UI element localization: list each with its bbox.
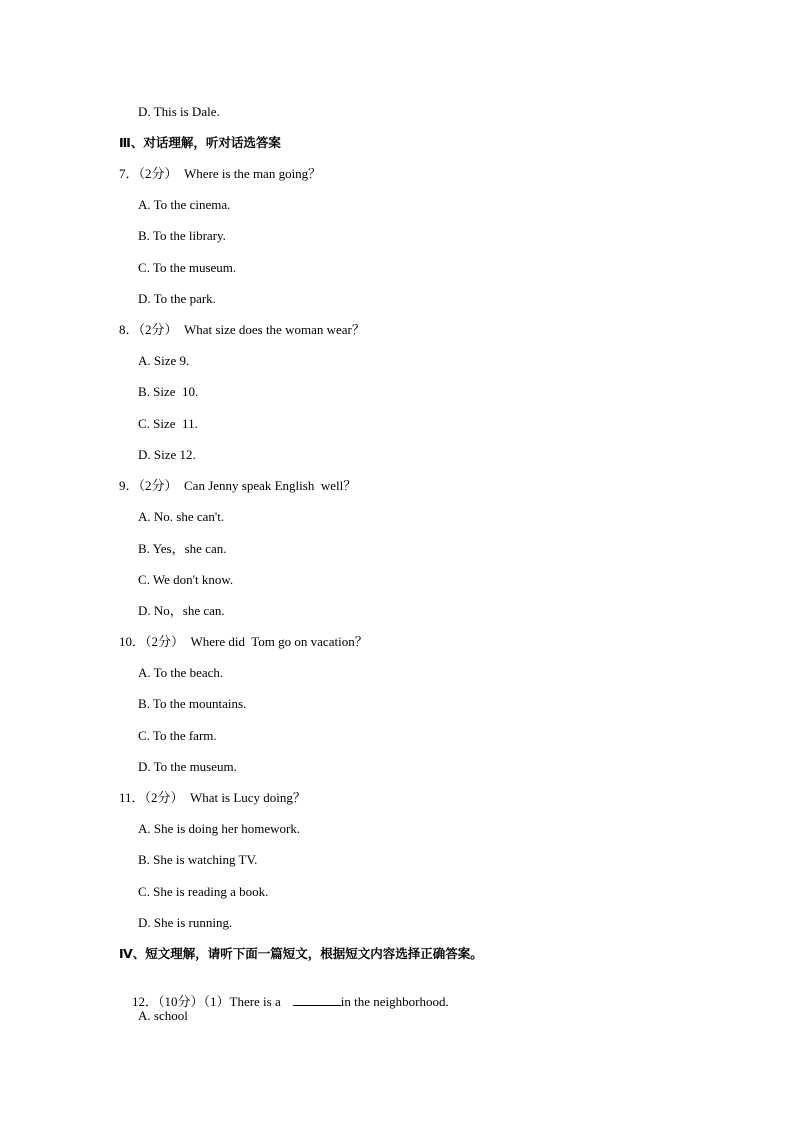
- section-3-heading: Ⅲ、对话理解，听对话选答案: [119, 135, 281, 150]
- option-9d: D. No，she can.: [138, 603, 225, 618]
- option-9a: A. No. she can't.: [138, 509, 225, 524]
- question-10: 10．（2分） Where did Tom go on vacation？: [119, 634, 368, 649]
- option-7b: B. To the library.: [138, 228, 226, 243]
- option-9b: B. Yes，she can.: [138, 541, 227, 556]
- option-10c: C. To the farm.: [138, 728, 217, 743]
- option-11a: A. She is doing her homework.: [138, 821, 301, 836]
- option-10d: D. To the museum.: [138, 759, 237, 774]
- option-7c: C. To the museum.: [138, 260, 237, 275]
- question-12-suffix: in the neighborhood.: [340, 994, 449, 1009]
- option-7d: D. To the park.: [138, 291, 216, 306]
- option-12a: A. school: [138, 1008, 188, 1023]
- question-9: 9．（2分） Can Jenny speak English well？: [119, 478, 357, 493]
- option-9c: C. We don't know.: [138, 572, 234, 587]
- question-11: 11．（2分） What is Lucy doing？: [119, 790, 306, 805]
- option-7a: A. To the cinema.: [138, 197, 231, 212]
- question-7: 7．（2分） Where is the man going？: [119, 166, 322, 181]
- option-8d: D. Size 12.: [138, 447, 196, 462]
- option-11d: D. She is running.: [138, 915, 233, 930]
- option-11b: B. She is watching TV.: [138, 852, 258, 867]
- question-12-prefix: 12．（10分）（1）There is a: [132, 994, 281, 1009]
- option-6d: D. This is Dale.: [138, 104, 220, 119]
- option-8c: C. Size 11.: [138, 416, 198, 431]
- option-8b: B. Size 10.: [138, 384, 199, 399]
- option-10a: A. To the beach.: [138, 665, 224, 680]
- answer-blank: [293, 993, 341, 1006]
- option-10b: B. To the mountains.: [138, 696, 247, 711]
- question-8: 8．（2分） What size does the woman wear？: [119, 322, 365, 337]
- option-11c: C. She is reading a book.: [138, 884, 269, 899]
- option-8a: A. Size 9.: [138, 353, 190, 368]
- section-4-heading: Ⅳ、短文理解，请听下面一篇短文，根据短文内容选择正确答案。: [119, 946, 483, 961]
